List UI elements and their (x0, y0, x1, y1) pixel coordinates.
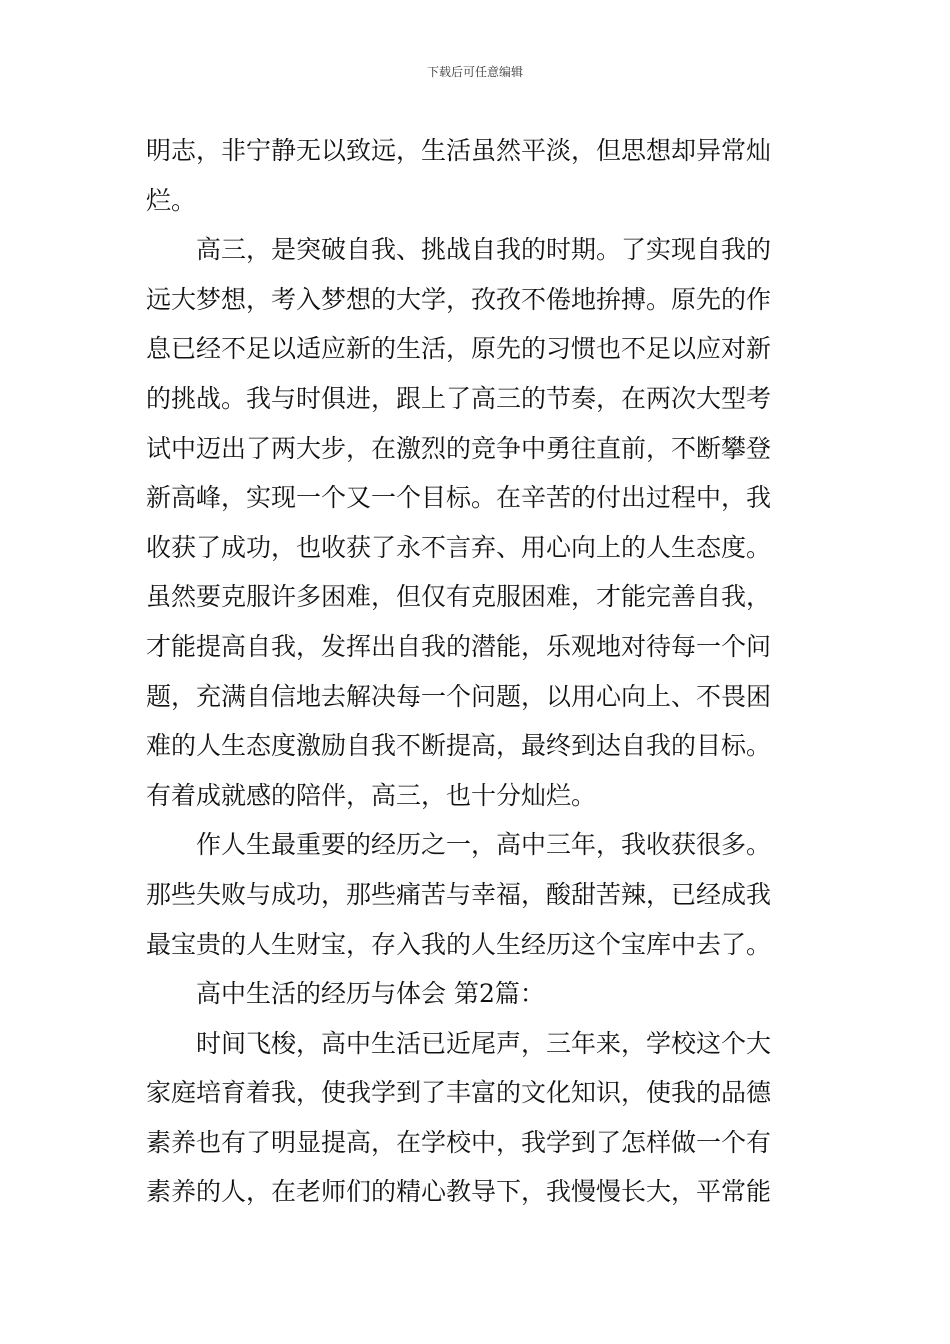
text-line: 收获了成功，也收获了永不言弃、用心向上的人生态度。 (146, 532, 772, 562)
text-line: 素养也有了明显提高，在学校中，我学到了怎样做一个有 (146, 1127, 772, 1157)
text-line: 试中迈出了两大步，在激烈的竞争中勇往直前，不断攀登 (146, 433, 772, 463)
text-line: 才能提高自我，发挥出自我的潜能，乐观地对待每一个问 (146, 631, 772, 661)
text-line: 息已经不足以适应新的生活，原先的习惯也不足以应对新 (146, 334, 772, 364)
text-line: 作人生最重要的经历之一，高中三年，我收获很多。 (146, 830, 772, 860)
document-body (146, 126, 806, 1217)
text-line: 素养的人，在老师们的精心教导下，我慢慢长大，平常能 (146, 1177, 772, 1207)
text-line: 那些失败与成功，那些痛苦与幸福，酸甜苦辣，已经成我 (146, 879, 772, 909)
text-line: 时间飞梭，高中生活已近尾声，三年来，学校这个大 (146, 1028, 772, 1058)
text-line: 题，充满自信地去解决每一个问题，以用心向上、不畏困 (146, 681, 772, 711)
text-line: 高三，是突破自我、挑战自我的时期。了实现自我的 (146, 235, 772, 265)
text-line: 远大梦想，考入梦想的大学，孜孜不倦地拚搏。原先的作 (146, 284, 772, 314)
text-line: 有着成就感的陪伴，高三，也十分灿烂。 (146, 780, 597, 810)
text-line: 明志，非宁静无以致远，生活虽然平淡，但思想却异常灿 (146, 136, 772, 165)
page-header: 下载后可任意编辑 (426, 65, 523, 79)
text-line: 的挑战。我与时俱进，跟上了高三的节奏，在两次大型考 (146, 383, 772, 413)
text-line: 家庭培育着我，使我学到了丰富的文化知识，使我的品德 (146, 1078, 772, 1108)
section-heading: 高中生活的经历与体会 第2篇： (146, 979, 545, 1009)
text-line: 新高峰，实现一个又一个目标。在辛苦的付出过程中，我 (146, 483, 772, 513)
text-line: 烂。 (146, 185, 197, 215)
text-line: 难的人生态度激励自我不断提高，最终到达自我的目标。 (146, 731, 772, 761)
text-line: 最宝贵的人生财宝，存入我的人生经历这个宝库中去了。 (146, 929, 772, 959)
text-line: 虽然要克服许多困难，但仅有克服困难，才能完善自我， (146, 582, 772, 612)
